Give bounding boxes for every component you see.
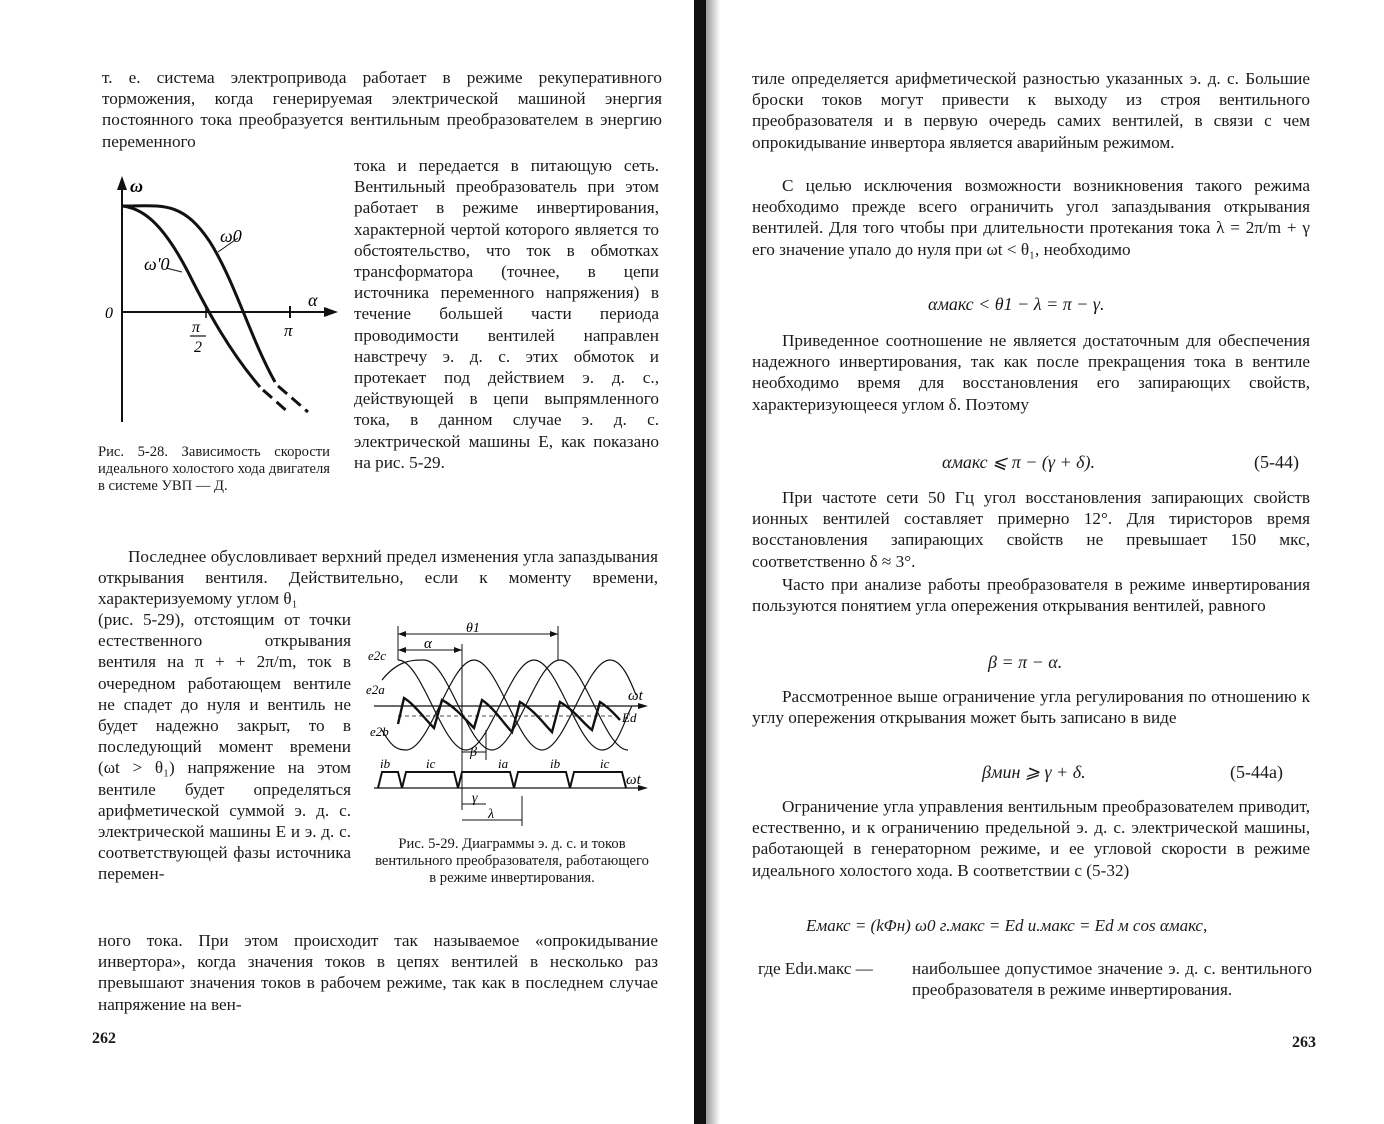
formula-e-max: Eмакс = (kΦн) ω0 г.макс = Ed и.макс = Ed м cos αмакс, <box>806 916 1208 935</box>
right-paragraph-5: Часто при анализе работы преобразователя в режиме инвертирования пользуются понятием угла опережения открывания вентилей, равного <box>752 575 1310 616</box>
where-definition: наибольшее допустимое значение э. д. с. вентильного преобразователя в режиме инвертирования. <box>912 959 1312 1000</box>
fig28-label-alpha: α <box>308 290 318 310</box>
fig29-current-label-5: ic <box>600 756 610 771</box>
right-paragraph-7: Ограничение угла управления вентильным преобразователем приводит, естественно, и к ограничению предельной э. д. с. электрической машины, работающей в генераторном режиме, и ее угловой скорости в режиме идеального холостого хода. В соответствии с (5-32) <box>752 797 1310 880</box>
fig29-label-e2a: e2a <box>366 682 385 697</box>
fig28-label-pi-half-num: π <box>192 319 201 336</box>
fig29-current-pulses <box>378 772 626 788</box>
fig28-y-arrow <box>117 176 127 190</box>
formula-beta: β = π − α. <box>988 652 1063 672</box>
fig29-label-beta: β <box>470 745 477 760</box>
figure-5-28 <box>100 172 345 442</box>
fig29-sine-a <box>398 660 632 750</box>
equation-number-5-44: (5-44) <box>1254 452 1299 472</box>
right-page-number: 263 <box>1292 1034 1316 1051</box>
formula-5-44: αмакс ⩽ π − (γ + δ). <box>942 452 1095 472</box>
fig29-label-e2c: e2c <box>368 648 387 663</box>
figure-5-28-caption: Рис. 5-28. Зависимость скорости идеального холостого хода двигателя в системе УВП — Д. <box>98 444 330 494</box>
figure-5-29 <box>362 620 660 830</box>
fig29-alpha-arrow-right <box>454 647 462 653</box>
fig28-label-omega0p: ω'0 <box>144 254 170 274</box>
right-paragraph-3: Приведенное соотношение не является достаточным для обеспечения надежного инвертирования, так как после прекращения тока в вентиле необходимо время для восстановления его запирающих свойств, характеризующееся углом δ. Поэтому <box>752 331 1310 414</box>
fig28-label-pi-half-den: 2 <box>194 339 202 356</box>
fig29-current-label-2: ic <box>426 756 436 771</box>
fig29-label-alpha: α <box>424 636 432 652</box>
formula-alpha-max: αмакс < θ1 − λ = π − γ. <box>928 294 1105 314</box>
fig29-sine-b <box>382 660 628 750</box>
fig29-label-theta1: θ1 <box>466 621 480 636</box>
figure-5-29-caption: Рис. 5-29. Диаграммы э. д. с. и токов вентильного преобразователя, работающего в режиме инвертирования. <box>375 836 649 886</box>
left-paragraph-1: т. е. система электропривода работает в режиме рекуперативного торможения, когда генерируемая электрической машиной энергия постоянного тока преобразуется вентильным преобразователем в энергию переменного <box>102 68 662 151</box>
fig29-current-label-1: ib <box>380 756 391 771</box>
fig29-theta-arrow-left <box>398 631 406 637</box>
fig29-current-label-4: ib <box>550 756 561 771</box>
left-paragraph-2: Последнее обусловливает верхний предел изменения угла запаздывания открывания вентиля. Действительно, если к моменту времени, характеризуемому углом θ₁ <box>98 547 658 609</box>
left-page-number: 262 <box>92 1030 116 1047</box>
fig29-theta-arrow-right <box>550 631 558 637</box>
fig28-x-arrow <box>324 307 338 317</box>
fig28-label-zero: 0 <box>105 305 113 322</box>
right-paragraph-1: тиле определяется арифметической разностью указанных э. д. с. Большие броски токов могут привести к выходу из строя вентильного преобразователя и в первую очередь самих вентилей, в связи с чем опрокидывание инвертора является аварийным режимом. <box>752 69 1310 152</box>
formula-5-44a: βмин ⩾ γ + δ. <box>982 762 1086 782</box>
fig29-current-label-3: ia <box>498 756 509 771</box>
fig28-label-omega0: ω0 <box>220 226 242 246</box>
fig29-label-wt: ωt <box>628 688 643 704</box>
fig29-label-wt2: ωt <box>626 772 641 788</box>
left-paragraph-2-end: ного тока. При этом происходит так называемое «опрокидывание инвертора», когда значения токов в цепях вентилей в несколько раз превышают значения токов в рабочем режиме, так как в последнем случае напряжение на вен- <box>98 931 658 1014</box>
fig28-label-omega: ω <box>130 176 144 196</box>
left-paragraph-2-continued: (рис. 5-29), отстоящим от точки естественного открывания вентиля на π + + 2π/m, ток в очередном работающем вентиле не спадет до нуля и вентиль не будет надежно закрыт, то в последующий момент времени (ωt > θ₁) напряжение на этом вентиле будет определяться арифметической суммой э. д. с. электрической машины E и э. д. с. соответствующей фазы источника перемен- <box>98 610 351 884</box>
left-page <box>0 0 690 1124</box>
right-paragraph-4: При частоте сети 50 Гц угол восстановления запирающих свойств ионных вентилей составляет примерно 12°. Для тиристоров время восстановления запирающих свойств не превышает 150 мкс, соответственно δ ≈ 3°. <box>752 488 1310 571</box>
fig29-label-ed: Ed <box>622 710 637 725</box>
fig29-label-e2b: e2b <box>370 724 389 739</box>
left-paragraph-1-continued: тока и передается в питающую сеть. Вентильный преобразователь при этом работает в режиме инвертирования, характерной чертой которого является то обстоятельство, что ток в обмотках трансформатора (точнее, в цепи источника переменного напряжения) в течение большей части периода проводимости вентилей направлен навстречу э. д. с. этих обмоток и протекает под действием э. д. с., действующей в цепи выпрямленного тока, в данном случае э. д. с. электрической машины E, как показано на рис. 5-29. <box>354 156 659 472</box>
fig29-alpha-arrow-left <box>398 647 406 653</box>
right-paragraph-2: С целью исключения возможности возникновения такого режима необходимо прежде всего ограничить угол запаздывания открывания вентилей. Для того чтобы при длительности протекания тока λ = 2π/m + γ его значение упало до нуля при ωt < θ₁, необходимо <box>752 176 1310 259</box>
where-label: где Edи.макс — <box>758 959 873 978</box>
fig28-label-pi: π <box>284 321 293 340</box>
fig29-label-gamma: γ <box>472 791 478 806</box>
equation-number-5-44a: (5-44а) <box>1230 762 1283 782</box>
fig29-label-lambda: λ <box>488 807 495 822</box>
right-page <box>700 0 1384 1124</box>
right-paragraph-6: Рассмотренное выше ограничение угла регулирования по отношению к углу опережения открывания может быть записано в виде <box>752 687 1310 728</box>
